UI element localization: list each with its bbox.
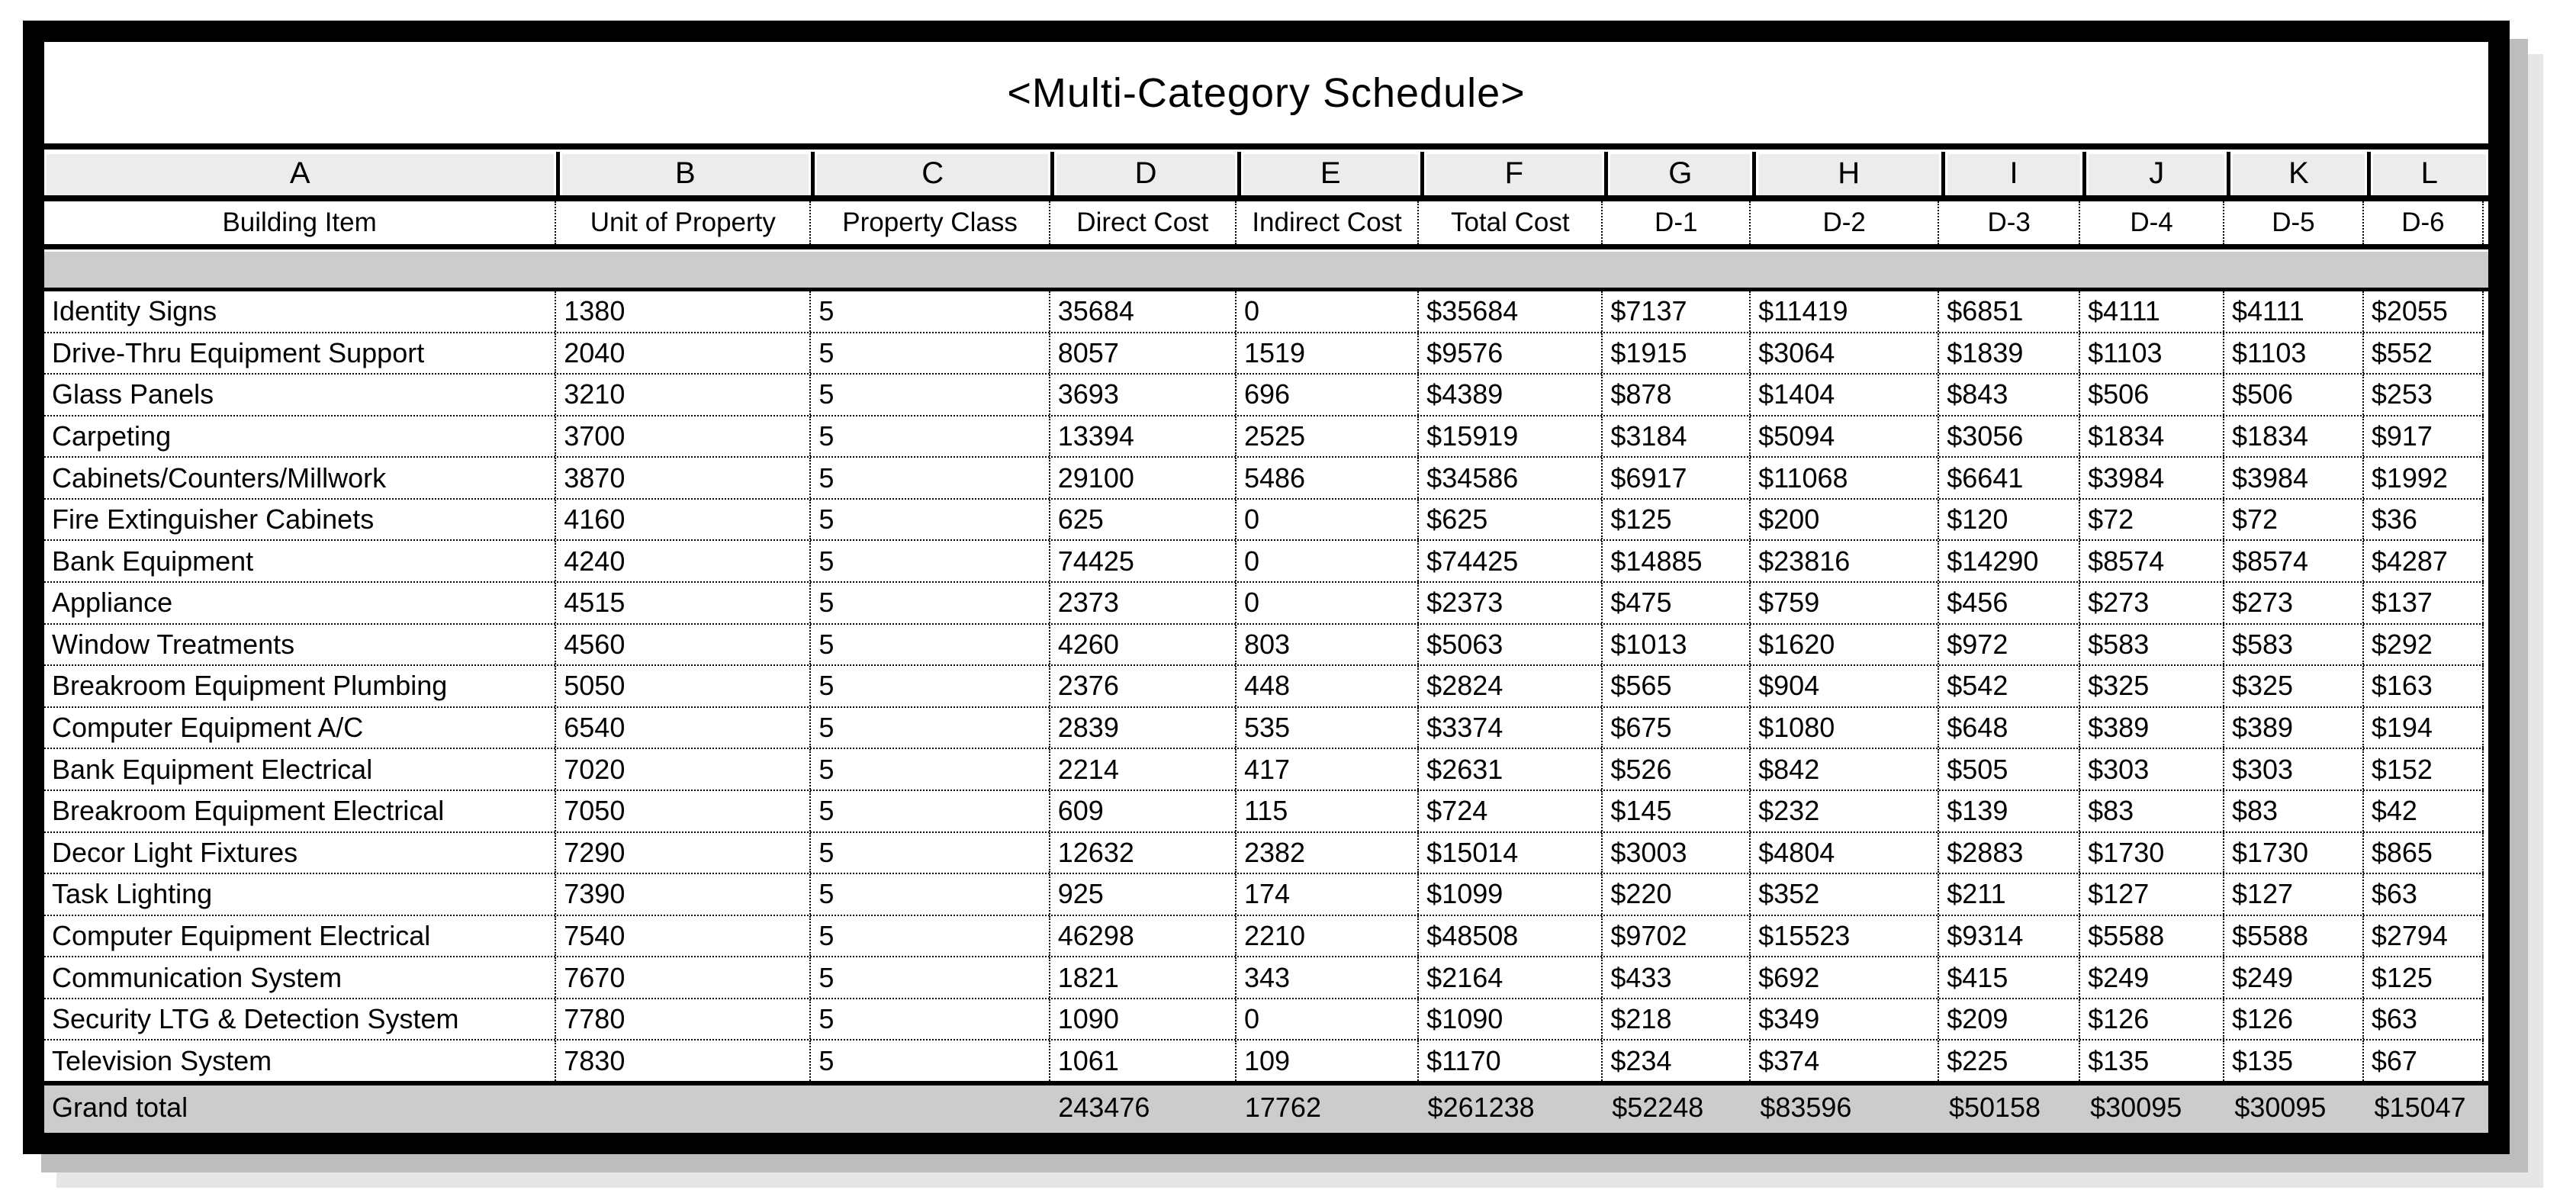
grand-total-C: [811, 1085, 1050, 1133]
cell-I12[interactable]: $505: [1938, 749, 2079, 790]
cell-B17[interactable]: 7670: [555, 957, 809, 998]
schedule-frame: [23, 21, 2510, 1154]
cell-H8[interactable]: $759: [1749, 583, 1938, 623]
cell-J5[interactable]: $3984: [2079, 458, 2223, 498]
cell-K15[interactable]: $127: [2223, 874, 2362, 915]
cell-L6[interactable]: $36: [2362, 500, 2484, 540]
cell-A15[interactable]: Task Lighting: [52, 878, 213, 910]
cell-H10[interactable]: $904: [1749, 666, 1938, 706]
table-row-3: [44, 373, 2484, 415]
cell-I15[interactable]: $211: [1938, 874, 2079, 915]
cell-G16[interactable]: $9702: [1601, 916, 1749, 957]
table-row-2: [44, 332, 2484, 374]
cell-L15[interactable]: $63: [2362, 874, 2484, 915]
cell-E2[interactable]: 1519: [1235, 333, 1417, 374]
cell-E8[interactable]: 0: [1235, 583, 1417, 623]
cell-F4[interactable]: $15919: [1417, 416, 1601, 457]
cell-H7[interactable]: $23816: [1749, 541, 1938, 581]
cell-E9[interactable]: 803: [1235, 625, 1417, 665]
column-letter-I[interactable]: I: [1941, 152, 2082, 195]
table-row-5: [44, 456, 2484, 498]
cell-L7[interactable]: $4287: [2362, 541, 2484, 581]
column-letter-E[interactable]: E: [1237, 152, 1420, 195]
cell-L12[interactable]: $152: [2362, 749, 2484, 790]
cell-G11[interactable]: $675: [1601, 708, 1749, 748]
cell-L9[interactable]: $292: [2362, 625, 2484, 665]
cell-K2[interactable]: $1103: [2223, 333, 2362, 374]
cell-I8[interactable]: $456: [1938, 583, 2079, 623]
cell-C6[interactable]: 5: [809, 500, 1048, 540]
cell-C12[interactable]: 5: [809, 749, 1048, 790]
cell-I18[interactable]: $209: [1938, 999, 2079, 1040]
cell-K3[interactable]: $506: [2223, 375, 2362, 415]
cell-B10[interactable]: 5050: [555, 666, 809, 706]
cell-F16[interactable]: $48508: [1417, 916, 1601, 957]
column-header-E[interactable]: Indirect Cost: [1235, 201, 1417, 244]
column-letter-G[interactable]: G: [1604, 152, 1752, 195]
cell-E17[interactable]: 343: [1235, 957, 1417, 998]
cell-D3[interactable]: 3693: [1049, 375, 1235, 415]
cell-K11[interactable]: $389: [2223, 708, 2362, 748]
cell-E19[interactable]: 109: [1235, 1040, 1417, 1081]
cell-A4[interactable]: Carpeting: [52, 420, 172, 452]
cell-J15[interactable]: $127: [2079, 874, 2223, 915]
table-row-12: [44, 748, 2484, 790]
cell-B1[interactable]: 1380: [555, 291, 809, 332]
cell-B9[interactable]: 4560: [555, 625, 809, 665]
cell-F13[interactable]: $724: [1417, 791, 1601, 831]
cell-B4[interactable]: 3700: [555, 416, 809, 457]
cell-C14[interactable]: 5: [809, 833, 1048, 873]
cell-H14[interactable]: $4804: [1749, 833, 1938, 873]
cell-F8[interactable]: $2373: [1417, 583, 1601, 623]
cell-J14[interactable]: $1730: [2079, 833, 2223, 873]
cell-E6[interactable]: 0: [1235, 500, 1417, 540]
grand-total-G: $52248: [1612, 1092, 1704, 1123]
cell-A18[interactable]: Security LTG & Detection System: [52, 1003, 459, 1035]
cell-A10[interactable]: Breakroom Equipment Plumbing: [52, 670, 448, 702]
cell-F18[interactable]: $1090: [1417, 999, 1601, 1040]
cell-E18[interactable]: 0: [1235, 999, 1417, 1040]
cell-I3[interactable]: $843: [1938, 375, 2079, 415]
cell-F1[interactable]: $35684: [1417, 291, 1601, 332]
cell-K1[interactable]: $4111: [2223, 291, 2362, 332]
cell-D16[interactable]: 46298: [1049, 916, 1235, 957]
cell-I4[interactable]: $3056: [1938, 416, 2079, 457]
cell-G6[interactable]: $125: [1601, 500, 1749, 540]
cell-F15[interactable]: $1099: [1417, 874, 1601, 915]
cell-A3[interactable]: Glass Panels: [52, 378, 214, 410]
cell-E13[interactable]: 115: [1235, 791, 1417, 831]
cell-L13[interactable]: $42: [2362, 791, 2484, 831]
cell-G3[interactable]: $878: [1601, 375, 1749, 415]
cell-J9[interactable]: $583: [2079, 625, 2223, 665]
cell-I6[interactable]: $120: [1938, 500, 2079, 540]
cell-I16[interactable]: $9314: [1938, 916, 2079, 957]
table-row-15: [44, 873, 2484, 915]
cell-L2[interactable]: $552: [2362, 333, 2484, 374]
cell-B12[interactable]: 7020: [555, 749, 809, 790]
table-row-17: [44, 956, 2484, 998]
cell-H13[interactable]: $232: [1749, 791, 1938, 831]
cell-C1[interactable]: 5: [809, 291, 1048, 332]
cell-J3[interactable]: $506: [2079, 375, 2223, 415]
cell-A13[interactable]: Breakroom Equipment Electrical: [52, 795, 445, 827]
cell-D11[interactable]: 2839: [1049, 708, 1235, 748]
cell-L10[interactable]: $163: [2362, 666, 2484, 706]
cell-C5[interactable]: 5: [809, 458, 1048, 498]
table-row-11: [44, 706, 2484, 748]
cell-A12[interactable]: Bank Equipment Electrical: [52, 753, 373, 785]
cell-E5[interactable]: 5486: [1235, 458, 1417, 498]
table-row-1: [44, 291, 2484, 332]
column-letters-row: [44, 143, 2488, 201]
cell-F5[interactable]: $34586: [1417, 458, 1601, 498]
cell-K8[interactable]: $273: [2223, 583, 2362, 623]
cell-K9[interactable]: $583: [2223, 625, 2362, 665]
cell-L5[interactable]: $1992: [2362, 458, 2484, 498]
table-row-14: [44, 831, 2484, 873]
cell-A1[interactable]: Identity Signs: [52, 295, 217, 327]
column-letter-H[interactable]: H: [1752, 152, 1941, 195]
cell-F2[interactable]: $9576: [1417, 333, 1601, 374]
table-row-18: [44, 998, 2484, 1040]
cell-G14[interactable]: $3003: [1601, 833, 1749, 873]
cell-B3[interactable]: 3210: [555, 375, 809, 415]
cell-L17[interactable]: $125: [2362, 957, 2484, 998]
cell-G18[interactable]: $218: [1601, 999, 1749, 1040]
cell-J7[interactable]: $8574: [2079, 541, 2223, 581]
cell-H19[interactable]: $374: [1749, 1040, 1938, 1081]
cell-A9[interactable]: Window Treatments: [52, 628, 295, 660]
cell-F3[interactable]: $4389: [1417, 375, 1601, 415]
cell-F9[interactable]: $5063: [1417, 625, 1601, 665]
table-row-6: [44, 498, 2484, 540]
cell-K4[interactable]: $1834: [2223, 416, 2362, 457]
cell-I5[interactable]: $6641: [1938, 458, 2079, 498]
cell-G9[interactable]: $1013: [1601, 625, 1749, 665]
cell-E3[interactable]: 696: [1235, 375, 1417, 415]
grand-total-I: $50158: [1948, 1092, 2041, 1123]
cell-G13[interactable]: $145: [1601, 791, 1749, 831]
cell-F19[interactable]: $1170: [1417, 1040, 1601, 1081]
cell-J11[interactable]: $389: [2079, 708, 2223, 748]
column-header-B[interactable]: Unit of Property: [555, 201, 809, 244]
cell-A17[interactable]: Communication System: [52, 961, 343, 993]
cell-F10[interactable]: $2824: [1417, 666, 1601, 706]
cell-E4[interactable]: 2525: [1235, 416, 1417, 457]
cell-I7[interactable]: $14290: [1938, 541, 2079, 581]
cell-C19[interactable]: 5: [809, 1040, 1048, 1081]
grand-total-F: $261238: [1427, 1092, 1535, 1123]
cell-J2[interactable]: $1103: [2079, 333, 2223, 374]
table-row-4: [44, 415, 2484, 457]
cell-C15[interactable]: 5: [809, 874, 1048, 915]
cell-E11[interactable]: 535: [1235, 708, 1417, 748]
cell-D4[interactable]: 13394: [1049, 416, 1235, 457]
cell-C11[interactable]: 5: [809, 708, 1048, 748]
cell-B7[interactable]: 4240: [555, 541, 809, 581]
cell-G5[interactable]: $6917: [1601, 458, 1749, 498]
cell-L8[interactable]: $137: [2362, 583, 2484, 623]
schedule-body: [44, 291, 2488, 1081]
cell-B13[interactable]: 7050: [555, 791, 809, 831]
cell-H6[interactable]: $200: [1749, 500, 1938, 540]
cell-B18[interactable]: 7780: [555, 999, 809, 1040]
cell-K18[interactable]: $126: [2223, 999, 2362, 1040]
cell-H11[interactable]: $1080: [1749, 708, 1938, 748]
cell-J17[interactable]: $249: [2079, 957, 2223, 998]
cell-G4[interactable]: $3184: [1601, 416, 1749, 457]
schedule-inner: [44, 42, 2488, 1133]
cell-C9[interactable]: 5: [809, 625, 1048, 665]
cell-D17[interactable]: 1821: [1049, 957, 1235, 998]
cell-H3[interactable]: $1404: [1749, 375, 1938, 415]
cell-J8[interactable]: $273: [2079, 583, 2223, 623]
grand-total-B: [556, 1085, 812, 1133]
column-header-G[interactable]: D-1: [1601, 201, 1749, 244]
cell-L18[interactable]: $63: [2362, 999, 2484, 1040]
cell-D2[interactable]: 8057: [1049, 333, 1235, 374]
cell-A2[interactable]: Drive-Thru Equipment Support: [52, 336, 425, 368]
cell-A16[interactable]: Computer Equipment Electrical: [52, 919, 431, 951]
group-band: [44, 249, 2488, 291]
cell-K5[interactable]: $3984: [2223, 458, 2362, 498]
cell-H5[interactable]: $11068: [1749, 458, 1938, 498]
cell-L11[interactable]: $194: [2362, 708, 2484, 748]
cell-K7[interactable]: $8574: [2223, 541, 2362, 581]
column-header-A[interactable]: Building Item: [222, 207, 377, 237]
column-letter-C[interactable]: C: [811, 152, 1050, 195]
cell-K6[interactable]: $72: [2223, 500, 2362, 540]
cell-I9[interactable]: $972: [1938, 625, 2079, 665]
cell-D18[interactable]: 1090: [1049, 999, 1235, 1040]
cell-H9[interactable]: $1620: [1749, 625, 1938, 665]
table-row-10: [44, 664, 2484, 706]
column-letter-F[interactable]: F: [1420, 152, 1605, 195]
cell-I11[interactable]: $648: [1938, 708, 2079, 748]
table-row-19: [44, 1039, 2484, 1081]
cell-J13[interactable]: $83: [2079, 791, 2223, 831]
cell-F17[interactable]: $2164: [1417, 957, 1601, 998]
cell-K14[interactable]: $1730: [2223, 833, 2362, 873]
cell-I1[interactable]: $6851: [1938, 291, 2079, 332]
cell-D19[interactable]: 1061: [1049, 1040, 1235, 1081]
cell-H18[interactable]: $349: [1749, 999, 1938, 1040]
cell-C7[interactable]: 5: [809, 541, 1048, 581]
cell-G12[interactable]: $526: [1601, 749, 1749, 790]
cell-F7[interactable]: $74425: [1417, 541, 1601, 581]
cell-G2[interactable]: $1915: [1601, 333, 1749, 374]
cell-A6[interactable]: Fire Extinguisher Cabinets: [52, 503, 375, 536]
grand-total-H: $83596: [1760, 1092, 1852, 1123]
cell-B5[interactable]: 3870: [555, 458, 809, 498]
cell-D12[interactable]: 2214: [1049, 749, 1235, 790]
cell-I2[interactable]: $1839: [1938, 333, 2079, 374]
grand-total-label: Grand total: [52, 1092, 188, 1123]
cell-B6[interactable]: 4160: [555, 500, 809, 540]
cell-H4[interactable]: $5094: [1749, 416, 1938, 457]
cell-E14[interactable]: 2382: [1235, 833, 1417, 873]
cell-J19[interactable]: $135: [2079, 1040, 2223, 1081]
cell-C4[interactable]: 5: [809, 416, 1048, 457]
column-header-C[interactable]: Property Class: [809, 201, 1048, 244]
column-headers-row: [44, 201, 2488, 249]
cell-K16[interactable]: $5588: [2223, 916, 2362, 957]
cell-H17[interactable]: $692: [1749, 957, 1938, 998]
table-row-8: [44, 581, 2484, 623]
cell-E15[interactable]: 174: [1235, 874, 1417, 915]
cell-J1[interactable]: $4111: [2079, 291, 2223, 332]
cell-H2[interactable]: $3064: [1749, 333, 1938, 374]
cell-D8[interactable]: 2373: [1049, 583, 1235, 623]
cell-G15[interactable]: $220: [1601, 874, 1749, 915]
column-header-L[interactable]: D-6: [2362, 201, 2484, 244]
cell-B15[interactable]: 7390: [555, 874, 809, 915]
cell-G7[interactable]: $14885: [1601, 541, 1749, 581]
cell-E10[interactable]: 448: [1235, 666, 1417, 706]
cell-I10[interactable]: $542: [1938, 666, 2079, 706]
cell-B8[interactable]: 4515: [555, 583, 809, 623]
cell-C10[interactable]: 5: [809, 666, 1048, 706]
cell-E1[interactable]: 0: [1235, 291, 1417, 332]
cell-C16[interactable]: 5: [809, 916, 1048, 957]
cell-D5[interactable]: 29100: [1049, 458, 1235, 498]
title-bar: [44, 42, 2488, 143]
cell-B11[interactable]: 6540: [555, 708, 809, 748]
cell-C13[interactable]: 5: [809, 791, 1048, 831]
column-letter-J[interactable]: J: [2082, 152, 2227, 195]
grand-total-D: 243476: [1058, 1092, 1150, 1123]
cell-A19[interactable]: Television System: [52, 1044, 272, 1076]
cell-C18[interactable]: 5: [809, 999, 1048, 1040]
cell-H16[interactable]: $15523: [1749, 916, 1938, 957]
cell-L19[interactable]: $67: [2362, 1040, 2484, 1081]
cell-F11[interactable]: $3374: [1417, 708, 1601, 748]
cell-H12[interactable]: $842: [1749, 749, 1938, 790]
cell-J16[interactable]: $5588: [2079, 916, 2223, 957]
cell-A5[interactable]: Cabinets/Counters/Millwork: [52, 462, 387, 494]
cell-I17[interactable]: $415: [1938, 957, 2079, 998]
cell-D9[interactable]: 4260: [1049, 625, 1235, 665]
cell-D15[interactable]: 925: [1049, 874, 1235, 915]
cell-G8[interactable]: $475: [1601, 583, 1749, 623]
column-header-F[interactable]: Total Cost: [1417, 201, 1601, 244]
cell-E7[interactable]: 0: [1235, 541, 1417, 581]
grand-total-K: $30095: [2234, 1092, 2327, 1123]
cell-C3[interactable]: 5: [809, 375, 1048, 415]
cell-K17[interactable]: $249: [2223, 957, 2362, 998]
cell-E12[interactable]: 417: [1235, 749, 1417, 790]
cell-K12[interactable]: $303: [2223, 749, 2362, 790]
schedule-title: <Multi-Category Schedule>: [1007, 69, 1526, 116]
column-letter-K[interactable]: K: [2227, 152, 2366, 195]
column-header-I[interactable]: D-3: [1938, 201, 2079, 244]
table-row-7: [44, 539, 2484, 581]
grand-total-E: 17762: [1244, 1092, 1321, 1123]
column-letter-D[interactable]: D: [1050, 152, 1237, 195]
cell-C2[interactable]: 5: [809, 333, 1048, 374]
cell-D7[interactable]: 74425: [1049, 541, 1235, 581]
cell-C17[interactable]: 5: [809, 957, 1048, 998]
cell-A8[interactable]: Appliance: [52, 587, 173, 619]
column-header-H[interactable]: D-2: [1749, 201, 1938, 244]
cell-B14[interactable]: 7290: [555, 833, 809, 873]
cell-J6[interactable]: $72: [2079, 500, 2223, 540]
cell-L4[interactable]: $917: [2362, 416, 2484, 457]
cell-I19[interactable]: $225: [1938, 1040, 2079, 1081]
column-letter-L[interactable]: L: [2367, 152, 2488, 195]
cell-F12[interactable]: $2631: [1417, 749, 1601, 790]
cell-I14[interactable]: $2883: [1938, 833, 2079, 873]
cell-G1[interactable]: $7137: [1601, 291, 1749, 332]
cell-L16[interactable]: $2794: [2362, 916, 2484, 957]
cell-G10[interactable]: $565: [1601, 666, 1749, 706]
cell-J4[interactable]: $1834: [2079, 416, 2223, 457]
cell-H1[interactable]: $11419: [1749, 291, 1938, 332]
cell-K10[interactable]: $325: [2223, 666, 2362, 706]
cell-J10[interactable]: $325: [2079, 666, 2223, 706]
table-row-9: [44, 623, 2484, 665]
cell-F14[interactable]: $15014: [1417, 833, 1601, 873]
cell-D13[interactable]: 609: [1049, 791, 1235, 831]
cell-D10[interactable]: 2376: [1049, 666, 1235, 706]
cell-C8[interactable]: 5: [809, 583, 1048, 623]
cell-G19[interactable]: $234: [1601, 1040, 1749, 1081]
cell-L1[interactable]: $2055: [2362, 291, 2484, 332]
cell-D1[interactable]: 35684: [1049, 291, 1235, 332]
cell-F6[interactable]: $625: [1417, 500, 1601, 540]
column-header-D[interactable]: Direct Cost: [1049, 201, 1235, 244]
cell-J18[interactable]: $126: [2079, 999, 2223, 1040]
cell-K13[interactable]: $83: [2223, 791, 2362, 831]
table-row-16: [44, 915, 2484, 957]
cell-B16[interactable]: 7540: [555, 916, 809, 957]
cell-K19[interactable]: $135: [2223, 1040, 2362, 1081]
grand-total-J: $30095: [2090, 1092, 2182, 1123]
cell-D14[interactable]: 12632: [1049, 833, 1235, 873]
grand-total-row: [44, 1081, 2488, 1133]
cell-L14[interactable]: $865: [2362, 833, 2484, 873]
cell-I13[interactable]: $139: [1938, 791, 2079, 831]
table-row-13: [44, 790, 2484, 831]
cell-A14[interactable]: Decor Light Fixtures: [52, 836, 298, 868]
cell-G17[interactable]: $433: [1601, 957, 1749, 998]
cell-H15[interactable]: $352: [1749, 874, 1938, 915]
cell-A7[interactable]: Bank Equipment: [52, 545, 254, 577]
cell-L3[interactable]: $253: [2362, 375, 2484, 415]
cell-B19[interactable]: 7830: [555, 1040, 809, 1081]
column-letter-B[interactable]: B: [556, 152, 812, 195]
cell-E16[interactable]: 2210: [1235, 916, 1417, 957]
cell-D6[interactable]: 625: [1049, 500, 1235, 540]
column-header-J[interactable]: D-4: [2079, 201, 2223, 244]
cell-B2[interactable]: 2040: [555, 333, 809, 374]
cell-J12[interactable]: $303: [2079, 749, 2223, 790]
grand-total-L: $15047: [2374, 1092, 2466, 1123]
column-header-K[interactable]: D-5: [2223, 201, 2362, 244]
cell-A11[interactable]: Computer Equipment A/C: [52, 712, 364, 744]
column-letter-A[interactable]: A: [44, 152, 556, 195]
